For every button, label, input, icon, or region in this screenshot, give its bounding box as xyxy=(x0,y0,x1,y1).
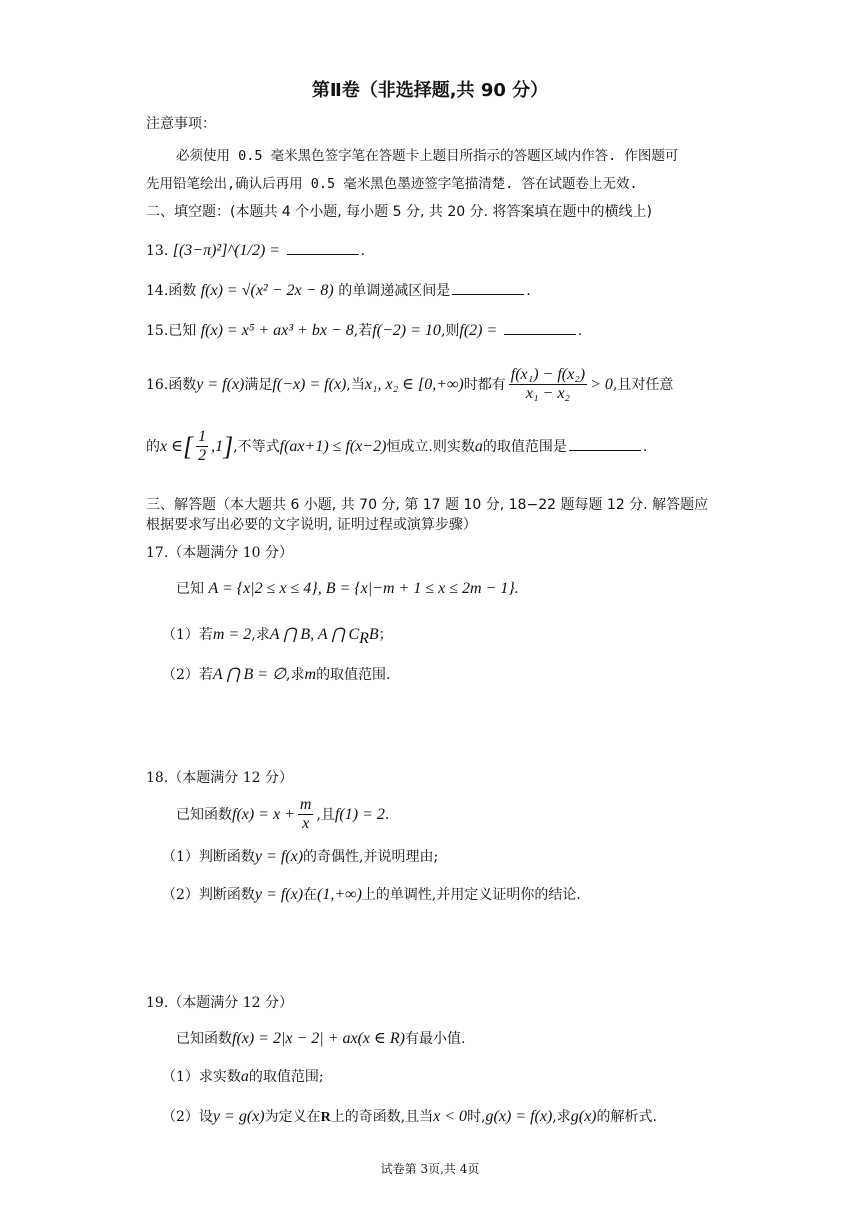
q16-expression-5: x ∈ xyxy=(160,437,183,455)
q16-prefix: 16.函数 xyxy=(146,376,197,393)
q18-p1-expression: y = f(x) xyxy=(254,848,304,865)
q13-number: 13. xyxy=(146,243,169,259)
q16-mid-2: ,当 xyxy=(346,376,365,393)
section-2-heading: 二、填空题：(本题共 4 个小题, 每小题 5 分, 共 20 分. 将答案填在题中的横线上) xyxy=(146,204,652,220)
question-16-line-1 xyxy=(146,366,673,404)
notice-line-2: 先用铅笔绘出,确认后再用 0.5 毫米黑色墨迹签字笔描清楚. 答在试题卷上无效. xyxy=(146,176,638,192)
q18-p1-prefix: （1）判断函数 xyxy=(162,849,255,865)
q15-mid-2: ,则 xyxy=(440,323,460,339)
q17-p1-subscript: R xyxy=(359,629,369,647)
q16-mid-5: ,不等式 xyxy=(233,438,280,455)
q19-p2-mid-2: 上的奇函数,且当 xyxy=(330,1109,434,1125)
question-16-line-2: 的x ∈[ $\frac{1}{2}$ ,1],不等式f(ax+1) ≤ f(x−2)恒成立.则实数a的取值范围是 . xyxy=(146,428,648,465)
q16-expression-2: f(−x) = f(x) xyxy=(272,375,347,393)
q18-given-suffix: . xyxy=(384,806,390,823)
notice-heading: 注意事项： xyxy=(146,116,216,132)
q18-p2-expression: y = f(x) xyxy=(254,886,304,903)
q19-p2-mid-3: 时, xyxy=(467,1109,486,1125)
section-3-heading-line-2: 根据要求写出必要的文字说明, 证明过程或演算步骤） xyxy=(146,517,477,533)
q15-prefix: 15.已知 xyxy=(146,323,197,339)
q19-given xyxy=(176,1028,465,1048)
q16-expression-3: x₁, x₂ ∈ [0,+∞) xyxy=(364,375,464,393)
q16-line2-prefix: 的 xyxy=(146,438,160,455)
q18-given-prefix: 已知函数 xyxy=(176,806,232,823)
q16-mid-3: 时都有 xyxy=(463,376,506,393)
q17-part-2 xyxy=(162,664,391,684)
q16-expression-6: f(ax+1) ≤ f(x−2) xyxy=(279,437,387,455)
q15-expression-3: f(2) = xyxy=(459,322,498,339)
q15-mid-1: ,若 xyxy=(353,323,373,339)
q19-p1-variable: a xyxy=(240,1068,249,1085)
q18-given xyxy=(176,796,389,834)
q18-given-expression-2: f(1) = 2 xyxy=(334,805,385,823)
q16-interval-numerator: 1 xyxy=(196,428,208,447)
q16-suffix: 的取值范围是 xyxy=(482,438,567,455)
q14-answer-blank[interactable] xyxy=(452,280,524,295)
q19-given-suffix: 有最小值. xyxy=(404,1031,466,1047)
q17-p1-expression-3: B xyxy=(368,626,379,643)
q17-p2-expression: A ⋂ B = ∅ xyxy=(212,666,287,683)
q14-prefix: 14.函数 xyxy=(146,283,197,299)
q16-fraction xyxy=(509,366,587,404)
q16-expression-4: > 0 xyxy=(590,375,613,393)
q18-given-expression: f(x) = x + xyxy=(232,805,295,823)
q15-expression-1: f(x) = x⁵ + ax³ + bx − 8 xyxy=(200,322,354,339)
q18-part-1 xyxy=(162,846,438,866)
q16-answer-blank[interactable] xyxy=(569,436,641,451)
q17-p2-prefix: （2）若 xyxy=(162,667,213,683)
question-14: 14.函数 f(x) = √(x² − 2x − 8) 的单调递减区间是 . xyxy=(146,282,531,299)
q16-interval-fraction xyxy=(196,428,208,466)
notice-line-1: 必须使用 0.5 毫米黑色签字笔在答题卡上题目所指示的答题区域内作答. 作图题可 xyxy=(176,148,679,164)
q17-given-expression: A = {x|2 ≤ x ≤ 4}, B = {x|−m + 1 ≤ x ≤ 2m − 1}. xyxy=(208,580,519,597)
q17-p2-mid: ,求 xyxy=(286,667,305,683)
q19-header: 19.（本题满分 12 分） xyxy=(146,995,293,1011)
q19-p1-suffix: 的取值范围; xyxy=(248,1069,324,1085)
q17-p1-suffix: ； xyxy=(378,627,393,643)
question-15: 15.已知 f(x) = x⁵ + ax³ + bx − 8,若f(−2) = 10,则f(2) = . xyxy=(146,322,583,339)
q16-expression-1: y = f(x) xyxy=(196,375,245,393)
q18-fraction-denominator: x xyxy=(302,815,310,833)
page-title: 第Ⅱ卷（非选择题,共 90 分） xyxy=(311,80,549,101)
q17-part-1 xyxy=(162,624,393,648)
q16-interval-end: ,1 xyxy=(211,437,224,455)
q16-fraction-numerator: f(x₁) − f(x₂) xyxy=(509,366,587,385)
q17-p2-suffix: 的取值范围. xyxy=(316,667,391,683)
q14-expression: f(x) = √(x² − 2x − 8) xyxy=(200,282,334,299)
q16-expression-7: a xyxy=(474,437,483,455)
q19-p2-suffix: 的解析式. xyxy=(596,1109,657,1125)
q17-header: 17.（本题满分 10 分） xyxy=(146,545,293,561)
q16-mid-4: ,且对任意 xyxy=(612,376,674,393)
q15-answer-blank[interactable] xyxy=(504,320,576,335)
q17-p1-prefix: （1）若 xyxy=(162,627,213,643)
q13-expression: [(3−π)²]^(1/2) = xyxy=(172,242,281,259)
q19-p2-real-set: R xyxy=(320,1110,331,1125)
q19-given-expression: f(x) = 2|x − 2| + ax(x ∈ R) xyxy=(232,1030,405,1047)
q18-p2-mid: 在 xyxy=(303,887,318,903)
q19-p2-expression: y = g(x) xyxy=(212,1108,265,1125)
q17-p2-variable: m xyxy=(304,666,317,683)
q19-p2-prefix: （2）设 xyxy=(162,1109,213,1125)
q17-p1-expression-2: A ⋂ B, A ⋂ C xyxy=(269,626,360,643)
q18-fraction-numerator: m xyxy=(298,796,314,815)
q15-expression-2: f(−2) = 10 xyxy=(372,322,441,339)
q18-p2-suffix: 上的单调性,并用定义证明你的结论. xyxy=(361,887,581,903)
q19-part-1 xyxy=(162,1066,324,1086)
section-3-heading-line-1: 三、解答题（本大题共 6 小题, 共 70 分, 第 17 题 10 分, 18−22 题每题 12 分. 解答题应 xyxy=(146,497,709,513)
q18-header: 18.（本题满分 12 分） xyxy=(146,770,293,786)
q17-given-prefix: 已知 xyxy=(176,581,204,597)
q19-p2-expression-3: g(x) = f(x) xyxy=(485,1108,553,1125)
q17-p1-mid: ,求 xyxy=(251,627,270,643)
q19-p2-mid-4: ,求 xyxy=(552,1109,571,1125)
q19-given-prefix: 已知函数 xyxy=(176,1031,232,1047)
question-13: 13. [(3−π)²]^(1/2) = . xyxy=(146,242,365,259)
q19-p2-mid-1: 为定义在 xyxy=(264,1109,321,1125)
q16-mid-1: 满足 xyxy=(244,376,273,393)
q18-given-mid: ,且 xyxy=(316,806,335,823)
q16-mid-6: 恒成立.则实数 xyxy=(386,438,475,455)
q19-part-2 xyxy=(162,1106,657,1126)
q13-answer-blank[interactable] xyxy=(287,240,359,255)
q17-p1-expression: m = 2 xyxy=(212,626,252,643)
q19-p2-expression-4: g(x) xyxy=(570,1108,597,1125)
q19-p2-expression-2: x < 0 xyxy=(433,1108,468,1125)
q19-p1-prefix: （1）求实数 xyxy=(162,1069,241,1085)
q18-p2-expression-2: (1,+∞) xyxy=(317,886,362,903)
page-footer: 试卷第 3页,共 4页 xyxy=(380,1162,480,1176)
q18-part-2 xyxy=(162,884,581,904)
q17-given xyxy=(176,578,519,598)
q14-suffix: 的单调递减区间是 xyxy=(338,283,451,299)
q16-fraction-denominator: x₁ − x₂ xyxy=(525,385,570,403)
q16-interval-denominator: 2 xyxy=(198,447,207,465)
q18-fraction xyxy=(298,796,314,834)
q18-p2-prefix: （2）判断函数 xyxy=(162,887,255,903)
q18-p1-suffix: 的奇偶性,并说明理由; xyxy=(303,849,439,865)
